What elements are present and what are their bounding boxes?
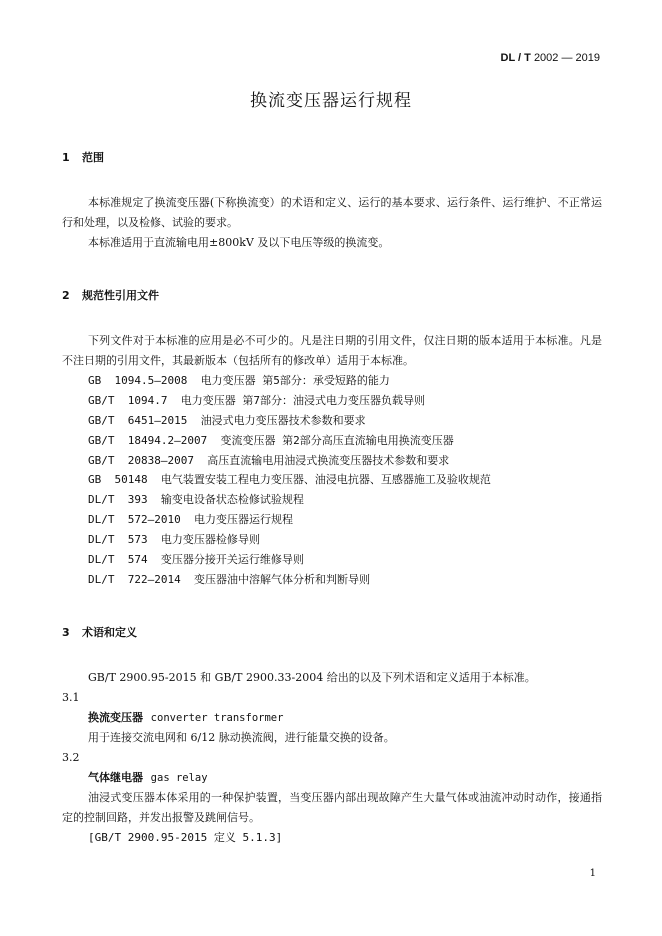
terms-intro: GB/T 2900.95-2015 和 GB/T 2900.33-2004 给出的以及下列术语和定义适用于本标准。 xyxy=(88,671,536,684)
reference-item: DL/T 393 输变电设备状态检修试验规程 xyxy=(88,493,304,506)
reference-item: DL/T 722—2014 变压器油中溶解气体分析和判断导则 xyxy=(88,573,370,586)
scope-paragraph-2: 本标准适用于直流输电用±800kV 及以下电压等级的换流变。 xyxy=(88,236,390,249)
term-heading xyxy=(88,768,208,788)
reference-item: GB/T 1094.7 电力变压器 第7部分：油浸式电力变压器负载导则 xyxy=(88,394,425,407)
term-heading xyxy=(88,708,283,728)
section-number: 3 xyxy=(62,626,70,639)
section-number: 1 xyxy=(62,151,70,164)
section-3-heading xyxy=(62,624,137,640)
document-title: 换流变压器运行规程 xyxy=(250,91,412,111)
term-number: 3.1 xyxy=(62,691,80,704)
term-definition: 用于连接交流电网和 6/12 脉动换流阀，进行能量交换的设备。 xyxy=(88,731,395,744)
term-number: 3.2 xyxy=(62,751,80,764)
document-code xyxy=(501,52,600,64)
reference-item: DL/T 573 电力变压器检修导则 xyxy=(88,533,260,546)
term-english: converter transformer xyxy=(150,712,284,724)
document-code-suffix: 2002 — 2019 xyxy=(533,52,600,64)
page-number: 1 xyxy=(589,868,596,879)
reference-item: GB/T 20838—2007 高压直流输电用油浸式换流变压器技术参数和要求 xyxy=(88,454,450,467)
section-title: 范围 xyxy=(82,151,104,164)
reference-item: DL/T 572—2010 电力变压器运行规程 xyxy=(88,513,293,526)
reference-item: DL/T 574 变压器分接开关运行维修导则 xyxy=(88,553,304,566)
term-english: gas relay xyxy=(150,772,208,784)
reference-item: GB/T 18494.2—2007 变流变压器 第2部分高压直流输电用换流变压器 xyxy=(88,434,454,447)
section-title: 术语和定义 xyxy=(82,626,137,639)
term-source: [GB/T 2900.95-2015 定义 5.1.3] xyxy=(88,831,283,844)
scope-paragraph-1: 本标准规定了换流变压器(下称换流变）的术语和定义、运行的基本要求、运行条件、运行维护、不正常运行和处理，以及检修、试验的要求。 xyxy=(62,196,602,229)
term-chinese: 换流变压器 xyxy=(88,711,143,724)
reference-item: GB/T 6451—2015 油浸式电力变压器技术参数和要求 xyxy=(88,414,366,427)
reference-item: GB 1094.5—2008 电力变压器 第5部分：承受短路的能力 xyxy=(88,374,390,387)
section-number: 2 xyxy=(62,289,70,302)
term-definition: 油浸式变压器本体采用的一种保护装置，当变压器内部出现故障产生大量气体或油流冲动时动作，接通指定的控制回路，并发出报警及跳闸信号。 xyxy=(62,791,602,824)
references-intro: 下列文件对于本标准的应用是必不可少的。凡是注日期的引用文件，仅注日期的版本适用于本标准。凡是不注日期的引用文件，其最新版本（包括所有的修改单）适用于本标准。 xyxy=(62,334,602,367)
reference-item: GB 50148 电气装置安装工程电力变压器、油浸电抗器、互感器施工及验收规范 xyxy=(88,473,491,486)
section-2-heading xyxy=(62,287,159,303)
section-1-heading xyxy=(62,149,104,165)
term-chinese: 气体继电器 xyxy=(88,771,143,784)
document-code-prefix: DL / T xyxy=(500,52,531,64)
section-title: 规范性引用文件 xyxy=(82,289,159,302)
